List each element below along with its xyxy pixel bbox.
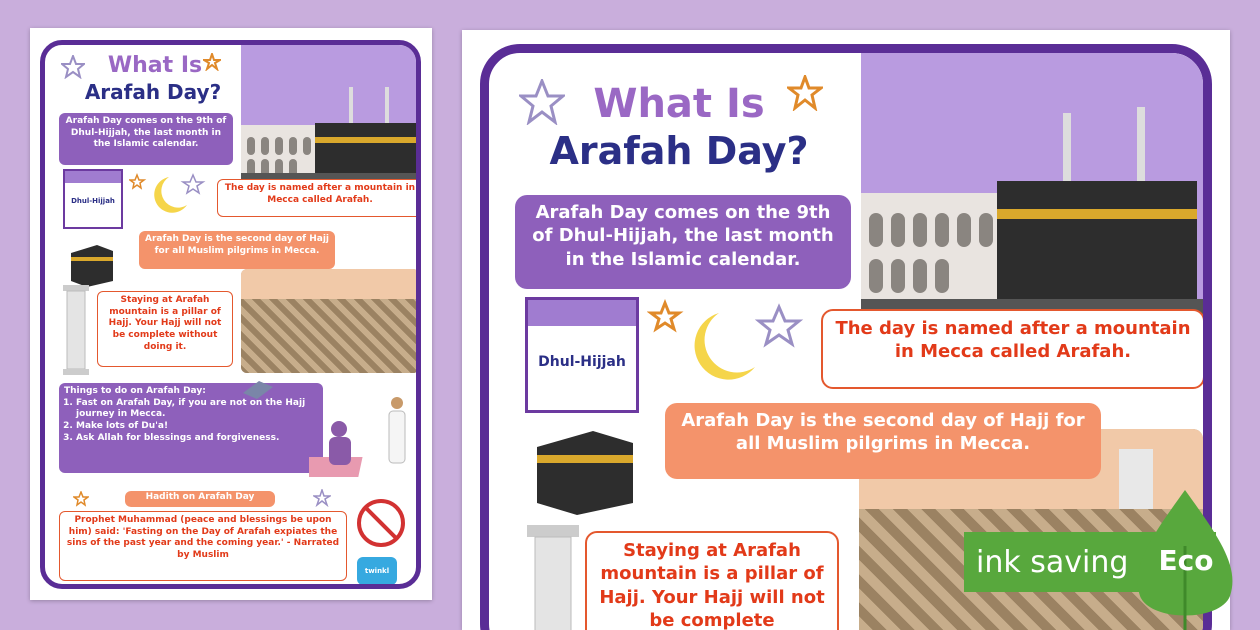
calendar-label: Dhul-Hijjah [538,354,626,370]
no-food-icon [355,497,407,549]
kaaba-icon [531,421,639,517]
things-to-do-box [59,383,323,473]
calendar-icon [525,297,639,413]
things-to-do-title: Things to do on Arafah Day: [64,386,206,396]
info-box-mountain: The day is named after a mountain in Mecca called Arafah. [217,179,421,217]
info-box-pillar: Staying at Arafah mountain is a pillar of Hajj. Your Hajj will not be complete [585,531,839,630]
eco-badge-label: Eco [1158,544,1214,577]
star-icon [313,489,331,507]
info-box-intro: Arafah Day comes on the 9th of Dhul-Hijjah, the last month in the Islamic calendar. [59,113,233,165]
info-box-mountain: The day is named after a mountain in Mecca called Arafah. [821,309,1205,389]
quran-book-icon [241,379,275,401]
page-title-line2: Arafah Day? [84,80,222,104]
twinkl-logo: twinkl [357,557,397,585]
list-item: 1. Fast on Arafah Day, if you are not on the Hajj journey in Mecca. [76,398,318,421]
moon-and-stars-icon [129,171,209,215]
people-praying-illustration [309,389,419,485]
ink-saving-label: ink saving [976,544,1129,580]
mountain-photo [241,269,419,373]
hadith-title: Hadith on Arafah Day [125,491,275,507]
kaaba-icon [67,239,117,289]
kaaba-scene-illustration [241,85,421,181]
small-poster-frame [40,40,421,589]
pillar-icon [61,285,91,375]
moon-and-stars-icon [647,299,817,395]
page-title-line1: What Is [107,53,203,78]
pillar-icon [523,525,583,630]
info-box-second-day: Arafah Day is the second day of Hajj for all Muslim pilgrims in Mecca. [139,231,335,269]
poster-preview-small[interactable] [30,28,432,600]
star-icon [73,491,89,507]
star-icon [787,75,823,111]
calendar-label: Dhul-Hijjah [71,197,115,205]
star-icon [203,53,221,71]
page-title-line1: What Is [593,81,765,127]
star-icon [519,79,565,125]
page-title-line2: Arafah Day? [549,129,809,173]
kaaba-scene-illustration [861,93,1212,315]
info-box-pillar: Staying at Arafah mountain is a pillar of Hajj. Your Hajj will not be complete without doing it. [97,291,233,367]
list-item: 2. Make lots of Du'a! [76,421,318,433]
hadith-box: Prophet Muhammad (peace and blessings be upon him) said: 'Fasting on the Day of Arafah expiates the sins of the past year and the coming year.' - Narrated by Muslim [59,511,347,581]
calendar-icon [63,169,123,229]
info-box-second-day: Arafah Day is the second day of Hajj for all Muslim pilgrims in Mecca. [665,403,1101,479]
star-icon [61,55,85,79]
list-item: 3. Ask Allah for blessings and forgiveness. [76,433,318,445]
info-box-intro: Arafah Day comes on the 9th of Dhul-Hijjah, the last month in the Islamic calendar. [515,195,851,289]
